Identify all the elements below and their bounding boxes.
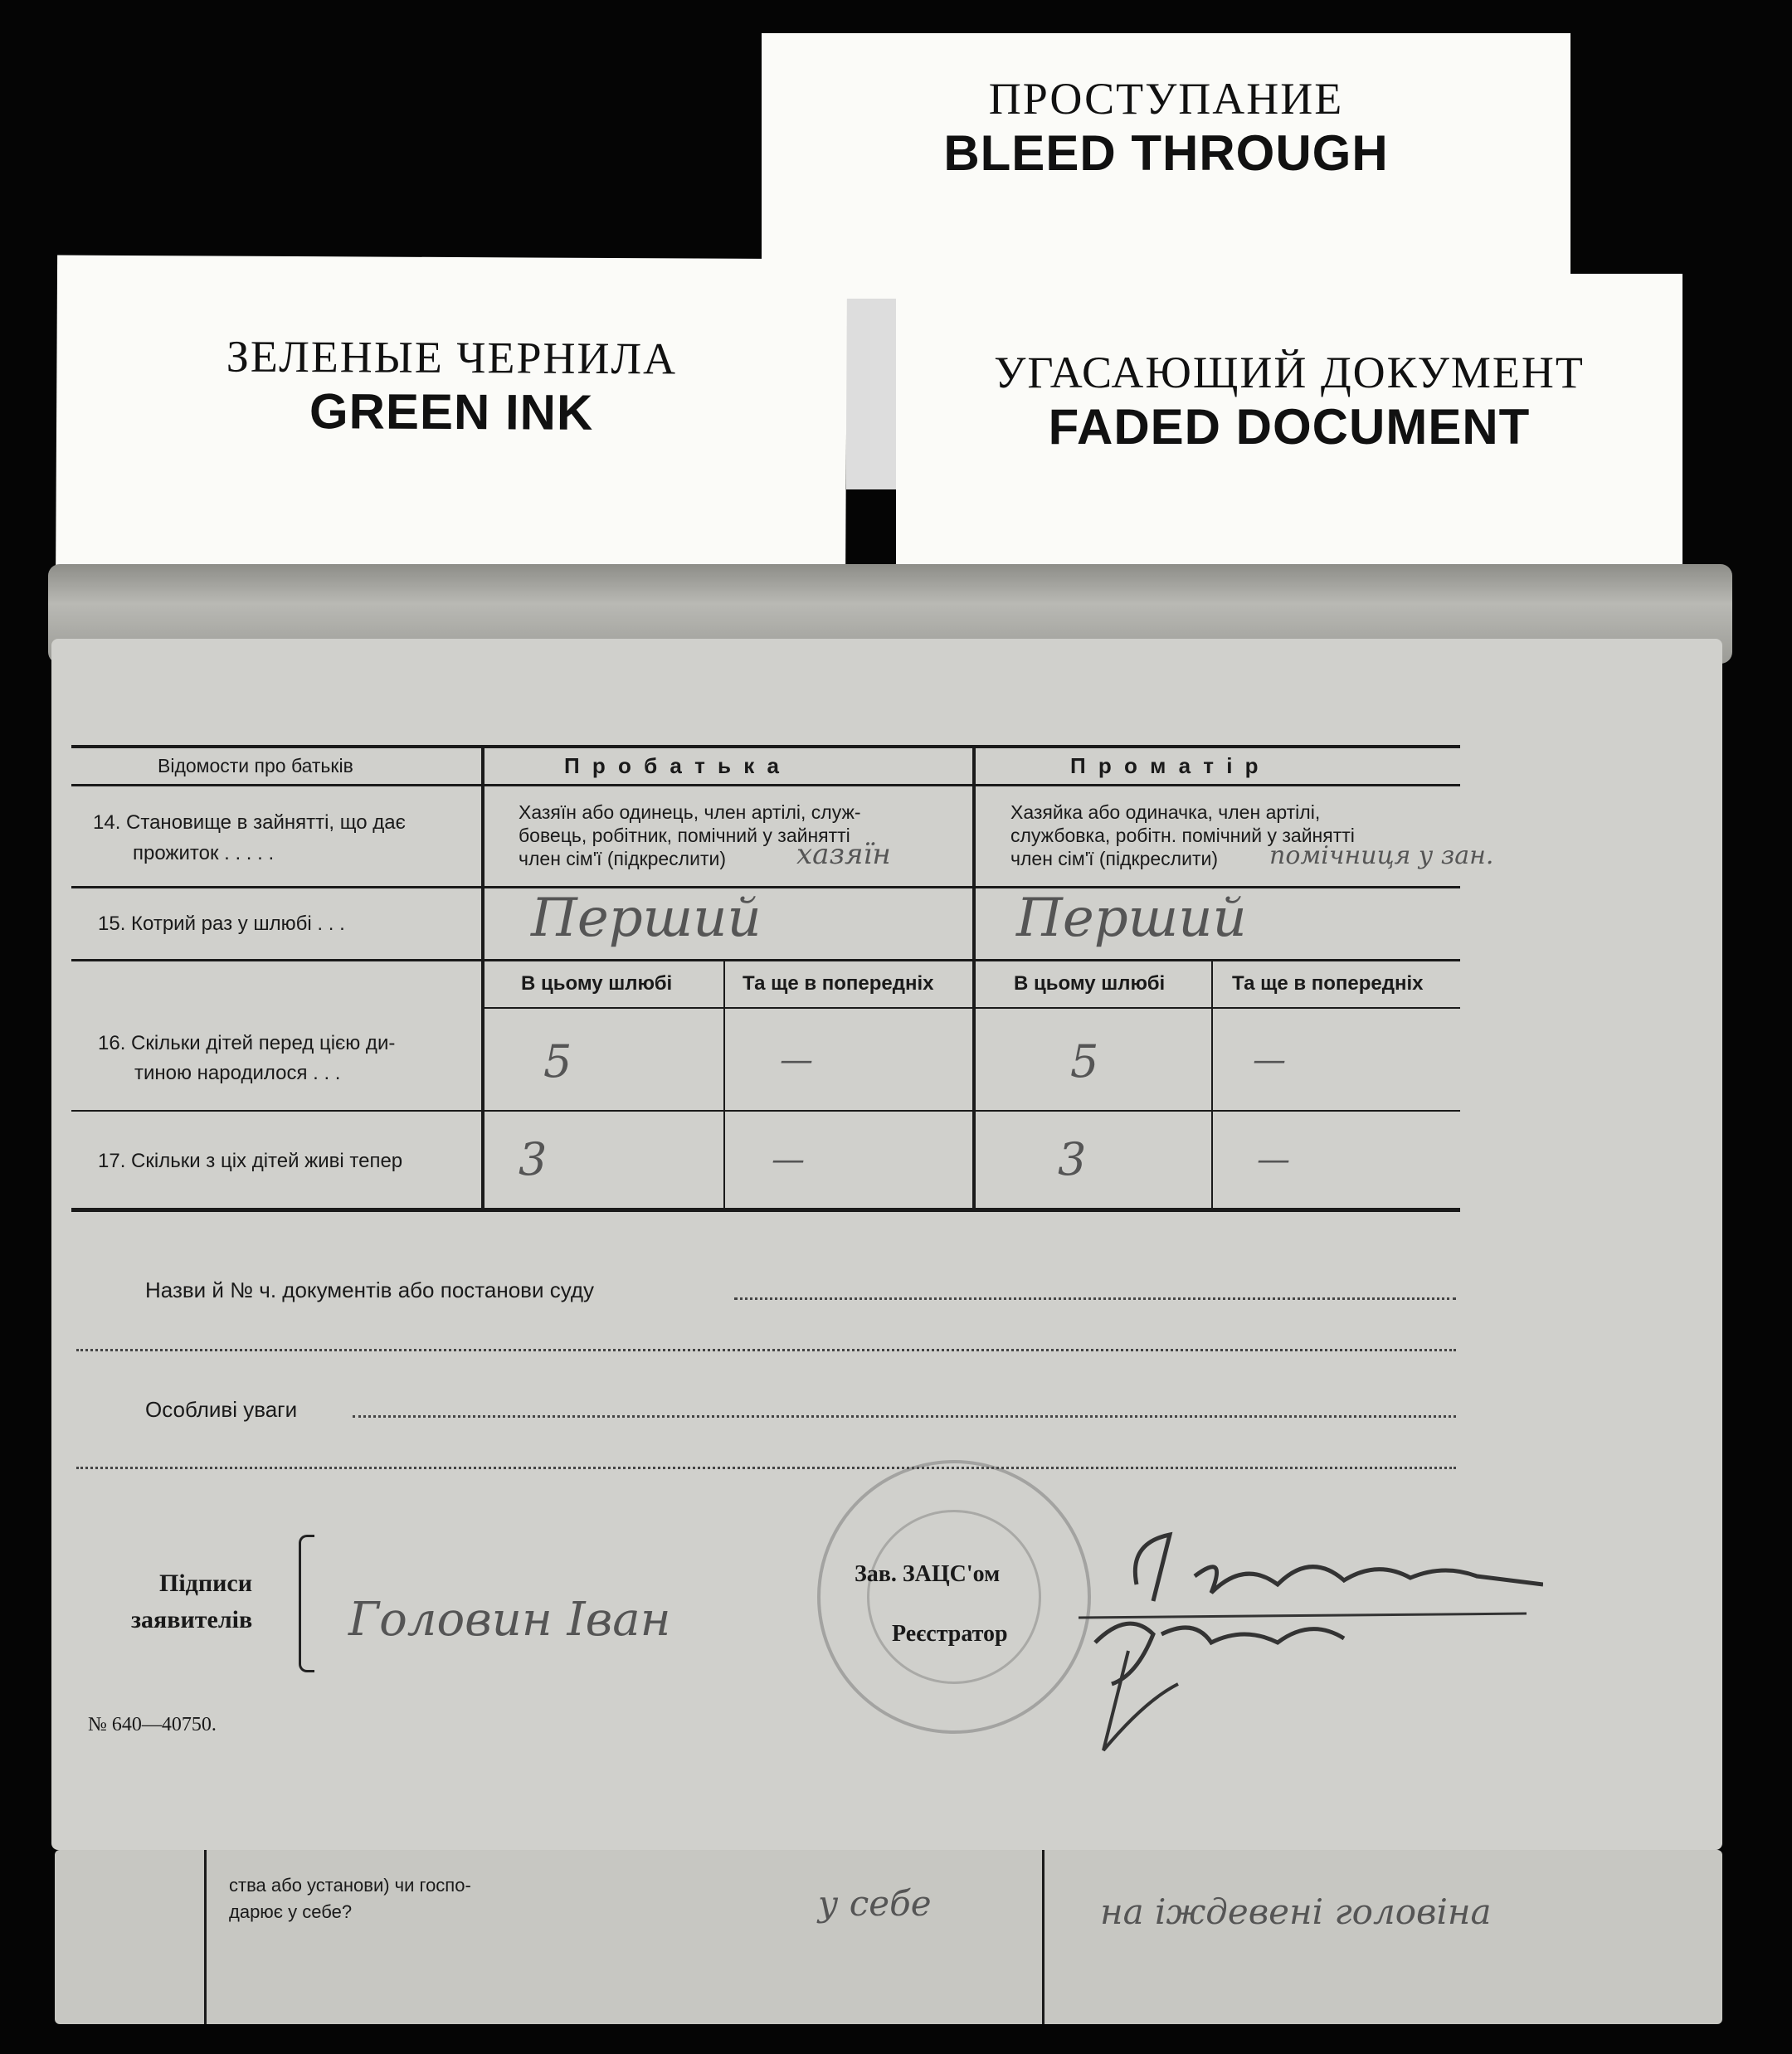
documents-label: Назви й № ч. документів або постанови суду <box>145 1278 595 1302</box>
tag-bleed-ru: ПРОСТУПАНИЕ <box>988 74 1344 124</box>
row17-mother-this: 3 <box>1058 1133 1087 1185</box>
row14-father-2: бовець, робітник, помічний у зайнятті <box>519 825 850 846</box>
tag-faded-en: FADED DOCUMENT <box>1048 399 1531 455</box>
underlying-handwriting-2: на іждевені головіна <box>1100 1891 1492 1932</box>
row14-mother-1: Хазяйка або одиначка, член артілі, <box>1010 801 1321 823</box>
row14-mother-2: службовка, робітн. помічний у зайнятті <box>1010 825 1355 846</box>
divider-strip <box>846 299 896 489</box>
underlying-text-1: ства або установи) чи госпо- <box>229 1875 471 1896</box>
notes-line <box>353 1415 1456 1418</box>
head-label: Зав. ЗАЦС'ом <box>855 1561 1001 1587</box>
tag-green-en: GREEN INK <box>309 383 594 440</box>
official-stamp-inner <box>867 1510 1041 1684</box>
tag-green-ink <box>56 256 847 608</box>
row17-father-prev: — <box>772 1141 805 1179</box>
row16-father-this: 5 <box>543 1035 572 1088</box>
row16-label-1: 16. Скільки дітей перед цією ди- <box>98 1032 396 1054</box>
notes-line-2 <box>76 1467 1456 1469</box>
underlying-page <box>55 1850 1722 2024</box>
form-number: № 640—40750. <box>88 1714 217 1735</box>
row17-father-this: 3 <box>519 1133 548 1185</box>
row17-mother-prev: — <box>1257 1141 1290 1179</box>
documents-line <box>734 1297 1456 1300</box>
row15-mother-handwriting: Перший <box>1016 888 1247 949</box>
subheader-mother-this: В цьому шлюбі <box>1014 972 1166 995</box>
registrar-label: Реєстратор <box>892 1621 1008 1647</box>
subheader-mother-prev: Та ще в попередніх <box>1232 972 1424 995</box>
row15-father-handwriting: Перший <box>531 888 762 949</box>
tag-faded-ru: УГАСАЮЩИЙ ДОКУМЕНТ <box>994 348 1585 397</box>
subheader-father-this: В цьому шлюбі <box>521 972 673 995</box>
tag-green-ru: ЗЕЛЕНЫЕ ЧЕРНИЛА <box>226 331 678 384</box>
row14-father-1: Хазяїн або одинець, член артілі, служ- <box>519 801 861 823</box>
header-mother: П р о м а т і р <box>1070 753 1262 778</box>
underlying-handwriting-1: у себе <box>818 1883 932 1924</box>
applicants-label-1: Підписи <box>159 1570 253 1597</box>
row16-mother-this: 5 <box>1070 1035 1099 1088</box>
tag-bleed-through <box>762 33 1570 299</box>
underlying-text-2: дарює у себе? <box>229 1901 353 1922</box>
official-signatures <box>1079 1518 1543 1767</box>
header-col1: Відомости про батьків <box>158 755 353 776</box>
applicants-label-2: заявителів <box>131 1606 253 1633</box>
row14-father-handwriting: хазяїн <box>796 838 891 871</box>
row16-label-2: тиною народилося . . . <box>134 1062 341 1084</box>
applicant-signature: Головин Іван <box>348 1593 671 1647</box>
row17-label: 17. Скільки з ціх дітей живі тепер <box>98 1150 403 1172</box>
tag-bleed-en: BLEED THROUGH <box>943 125 1389 181</box>
row14-father-3: член сім'ї (підкреслити) <box>519 848 726 869</box>
row14-mother-3: член сім'ї (підкреслити) <box>1010 848 1218 869</box>
notes-label: Особливі уваги <box>145 1397 298 1422</box>
header-father: П р о б а т ь к а <box>564 753 782 778</box>
documents-line-2 <box>76 1349 1456 1351</box>
tag-faded-document <box>896 274 1682 606</box>
row16-father-prev: — <box>780 1041 813 1079</box>
row15-label: 15. Котрий раз у шлюбі . . . <box>98 913 345 935</box>
subheader-father-prev: Та ще в попередніх <box>743 972 934 995</box>
signature-bracket <box>299 1535 314 1672</box>
row14-label-2: прожиток . . . . . <box>133 842 275 864</box>
row14-mother-handwriting: помічниця у зан. <box>1269 841 1494 870</box>
row16-mother-prev: — <box>1253 1041 1286 1079</box>
row14-label-1: 14. Становище в зайнятті, що дає <box>93 811 406 834</box>
